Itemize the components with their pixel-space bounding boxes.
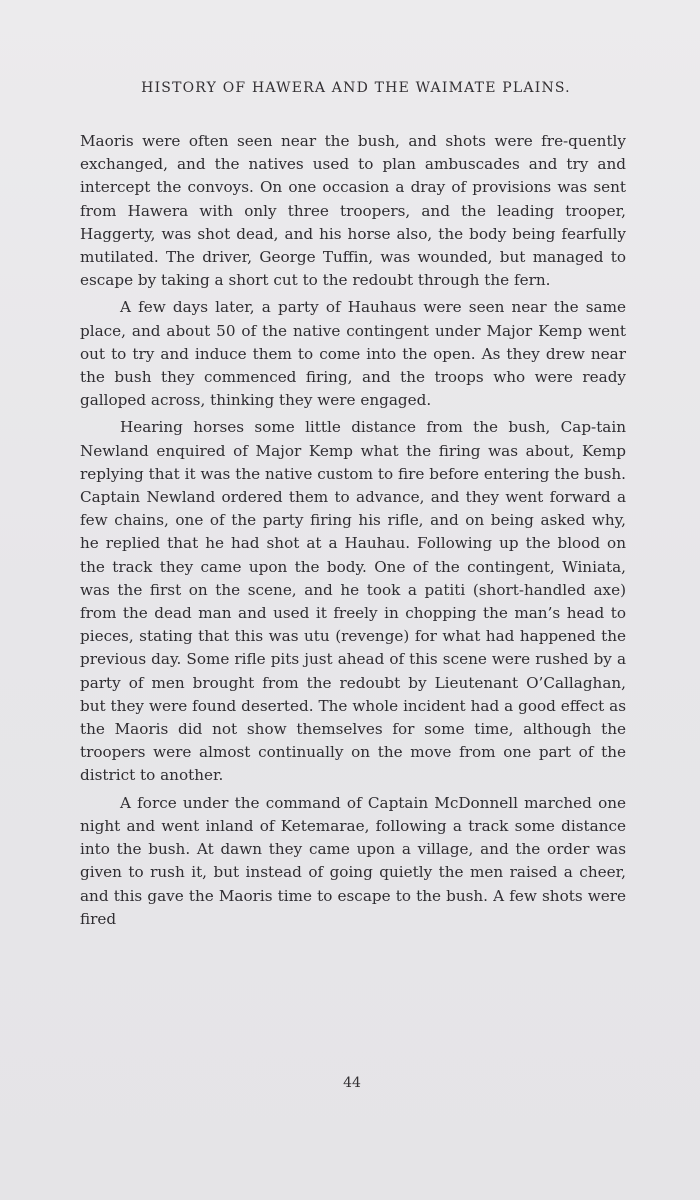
paragraph-2: A few days later, a party of Hauhaus were seen near the same place, and about 50 of the native contingent under Major Kemp went out to try and induce them to come into the open. As they drew near the bush they commenced firing, and the troops who were ready galloped across, thinking they were engaged. <box>80 298 626 410</box>
body-text <box>80 130 626 935</box>
running-head-title: HISTORY OF HAWERA AND THE WAIMATE PLAINS. <box>141 80 571 96</box>
page-number: 44 <box>343 1075 361 1091</box>
paragraph-4: A force under the command of Captain McDonnell marched one night and went inland of Ketemarae, following a track some distance into the bush. At dawn they came upon a village, and the order was given to rush it, but instead of going quietly the men raised a cheer, and this gave the Maoris time to escape to the bush. A few shots were fired <box>80 793 626 928</box>
paragraph-1: Maoris were often seen near the bush, and shots were fre-quently exchanged, and the natives used to plan ambuscades and try and intercept the convoys. On one occasion a dray of provisions was sent from Hawera with only three troopers, and the leading trooper, Haggerty, was shot dead, and his horse also, the body being fearfully mutilated. The driver, George Tuffin, was wounded, but managed to escape by taking a short cut to the redoubt through the fern. <box>80 132 626 290</box>
paragraph-3: Hearing horses some little distance from the bush, Cap-tain Newland enquired of Major Kemp what the firing was about, Kemp replying that it was the native custom to fire before entering the bush. Captain Newland ordered them to advance, and they went forward a few chains, one of the party firing his rifle, and on being asked why, he replied that he had shot at a Hauhau. Following up the blood on the track they came upon the body. One of the contingent, Winiata, was the first on the scene, and he took a patiti (short-handled axe) from the dead man and used it freely in chopping the man’s head to pieces, stating that this was utu (revenge) for what had happened the previous day. Some rifle pits just ahead of this scene were rushed by a party of men brought from the redoubt by Lieutenant O’Callaghan, but they were found deserted. The whole incident had a good effect as the Maoris did not show themselves for some time, although the troopers were almost continually on the move from one part of the district to another. <box>80 418 626 785</box>
